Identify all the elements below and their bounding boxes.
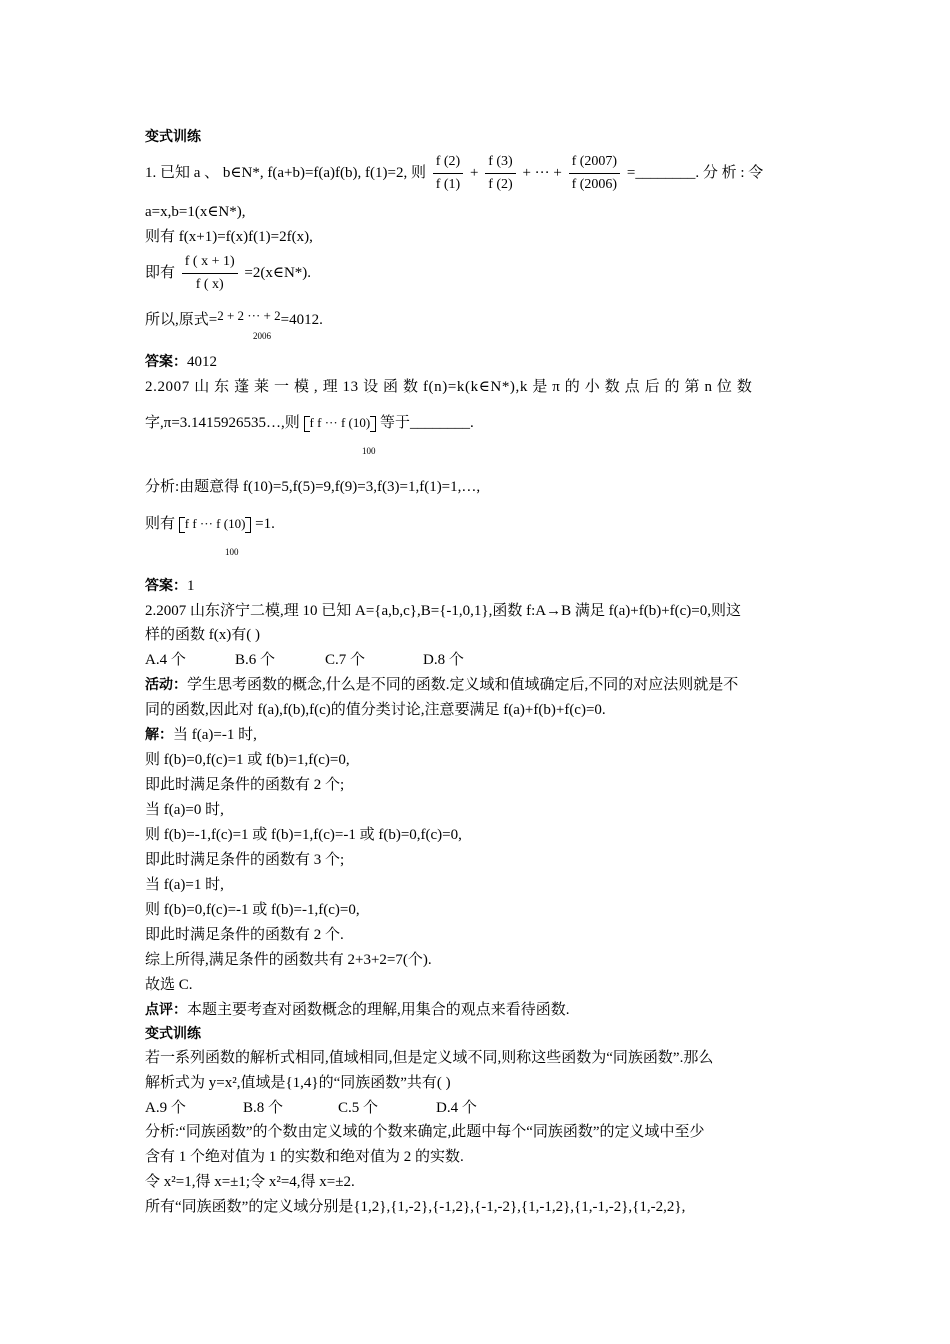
option-c: C.5 个 [338,1100,379,1116]
question-3-line-2: 样的函数 f(x)有( ) [145,627,260,643]
option-a: A.4 个 [145,652,186,668]
solution-line: 当 f(a)=1 时, [145,877,224,893]
option-d: D.8 个 [423,652,464,668]
question-1: 1. 已知 a 、 b∈N*, f(a+b)=f(a)f(b), f(1)=2, 则 $\frac{f (2)}{f (1)}$ + $\frac{f (3)}{f (2)}$ + ··· + $\frac{f (2007)}{f (2006)}$ =________. 分 析 : 令 [145,154,764,193]
brace-count: 100 [362,446,376,456]
solution-label: 解： [145,727,173,743]
question-4-line-1: 若一系列函数的解析式相同,值域相同,但是定义域不同,则称这些函数为“同族函数”.那么 [145,1050,714,1066]
sum-expression: 2 + 2 ··· + 2 [217,308,281,323]
fraction-4: $\frac{f ( x + 1)}{f ( x)}$ [182,253,238,294]
solution-line: 则 f(b)=0,f(c)=1 或 f(b)=1,f(c)=0, [145,752,350,768]
activity-line-1: 活动：学生思考函数的概念,什么是不同的函数.定义域和值域确定后,不同的对应法则就是不 [145,677,739,693]
solution-line: 即此时满足条件的函数有 2 个; [145,777,345,793]
q1-prefix: 1. 已知 a 、 b∈N*, f(a+b)=f(a)f(b), f(1)=2, 则 [145,165,426,181]
option-a: A.9 个 [145,1100,186,1116]
answer-value: 4012 [187,354,217,370]
analysis-line: 分析:由题意得 f(10)=5,f(5)=9,f(9)=3,f(3)=1,f(1)=1,…, [145,479,481,495]
question-4-line-2: 解析式为 y=x²,值域是{1,4}的“同族函数”共有( ) [145,1075,451,1091]
solution-line: 解：当 f(a)=-1 时, [145,727,257,743]
options-row [145,650,464,670]
answer-label: 答案： [145,578,187,594]
analysis-line: 分析:“同族函数”的个数由定义域的个数来确定,此题中每个“同族函数”的定义域中至少 [145,1124,705,1140]
text-line: a=x,b=1(x∈N*), [145,204,246,220]
answer-line [145,576,195,596]
question-2-line-1: 2.2007 山 东 蓬 莱 一 模 , 理 13 设 函 数 f(n)=k(k∈N*),k 是 π 的 小 数 点 后 的 第 n 位 数 [145,379,753,395]
question-2-line-2: 字,π=3.1415926535…,则 f f ··· f (10) 等于________. [145,415,474,431]
solution-line: 则 f(b)=0,f(c)=-1 或 f(b)=-1,f(c)=0, [145,902,360,918]
solution-line: 故选 C. [145,977,193,993]
section-heading: 变式训练 [145,1026,201,1042]
activity-line-2: 同的函数,因此对 f(a),f(b),f(c)的值分类讨论,注意要满足 f(a)+f(b)+f(c)=0. [145,702,606,718]
option-c: C.7 个 [325,652,366,668]
brace-count: 100 [225,547,239,557]
answer-label: 答案： [145,354,187,370]
brace-count: 2006 [253,331,271,341]
comment-label: 点评： [145,1002,187,1018]
solution-line: 当 f(a)=0 时, [145,802,224,818]
nested-expression: f f ··· f (10) [184,516,246,531]
option-b: B.6 个 [235,652,276,668]
solution-line: 综上所得,满足条件的函数共有 2+3+2=7(个). [145,952,432,968]
text-line: 则有 f(x+1)=f(x)f(1)=2f(x), [145,229,313,245]
text-line-fraction: 即有 $\frac{f ( x + 1)}{f ( x)}$ =2(x∈N*). [145,254,312,293]
then-line: 则有 f f ··· f (10) =1. [145,516,275,532]
activity-label: 活动： [145,677,187,693]
fraction-1: $\frac{f (2)}{f (1)}$ [433,153,464,194]
analysis-line: 所有“同族函数”的定义域分别是{1,2},{1,-2},{-1,2},{-1,-2},{1,-1,2},{1,-1,-2},{1,-2,2}, [145,1199,686,1215]
fraction-2: $\frac{f (3)}{f (2)}$ [485,153,516,194]
analysis-line: 令 x²=1,得 x=±1;令 x²=4,得 x=±2. [145,1174,355,1190]
solution-line: 即此时满足条件的函数有 2 个. [145,927,344,943]
q1-suffix: =________. 分 析 : 令 [626,165,764,181]
section-heading: 变式训练 [145,129,201,145]
option-d: D.4 个 [436,1100,477,1116]
comment-line: 点评：本题主要考查对函数概念的理解,用集合的观点来看待函数. [145,1002,570,1018]
solution-line: 即此时满足条件的函数有 3 个; [145,852,345,868]
fraction-3: $\frac{f (2007)}{f (2006)}$ [569,153,621,194]
options-row [145,1098,477,1118]
solution-line: 则 f(b)=-1,f(c)=1 或 f(b)=1,f(c)=-1 或 f(b)=0,f(c)=0, [145,827,462,843]
text-line-sum: 所以,原式=2 + 2 ··· + 2=4012. [145,308,323,328]
answer-value: 1 [187,578,195,594]
question-3-line-1: 2.2007 山东济宁二模,理 10 已知 A={a,b,c},B={-1,0,1},函数 f:A→B 满足 f(a)+f(b)+f(c)=0,则这 [145,603,742,619]
nested-expression: f f ··· f (10) [309,415,371,430]
q1-dots: + ··· + [522,165,562,181]
analysis-line: 含有 1 个绝对值为 1 的实数和绝对值为 2 的实数. [145,1149,464,1165]
answer-line [145,352,217,372]
option-b: B.8 个 [243,1100,284,1116]
